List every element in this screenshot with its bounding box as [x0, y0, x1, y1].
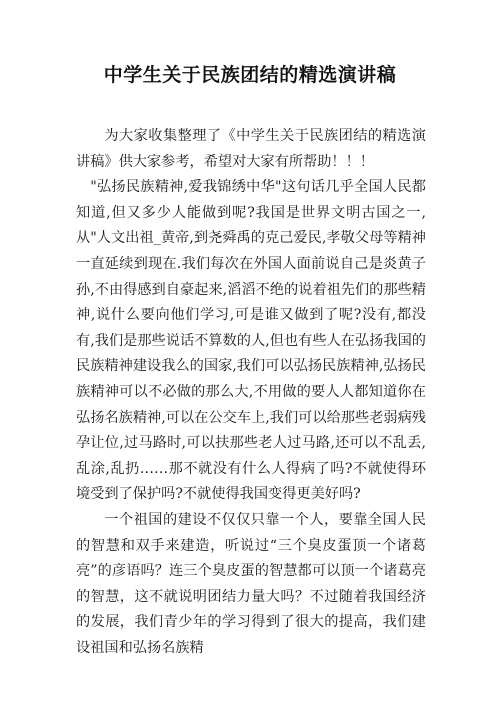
paragraph-national-spirit: "弘扬民族精神,爱我锦绣中华"这句话几乎全国人民都知道,但又多少人能做到呢?我国是世界文明古国之一,从"人文出祖_黄帝,到尧舜禹的克己爱民,孝敬父母等精神一直延续到现在.我们每次在外国人面前说自己是炎黄子孙,不由得感到自豪起来,滔滔不绝的说着祖先们的那些精神,说什么要向他们学习,可是谁又做到了呢?没有,都没有,我们是那些说话不算数的人,但也有些人在弘扬我国的民族精神建设我么的国家,我们可以弘扬民族精神,弘扬民族精神可以不必做的那么大,不用做的要人人都知道你在弘扬名族精神,可以在公交车上,我们可以给那些老弱病残孕让位,过马路时,可以扶那些老人过马路,还可以不乱丢,乱涂,乱扔……那不就没有什么人得病了吗?不就使得环境受到了保护吗?不就使得我国变得更美好吗? [76, 179, 426, 503]
paragraph-intro: 为大家收集整理了《中学生关于民族团结的精选演讲稿》供大家参考，希望对大家有所帮助！！！ [76, 128, 426, 170]
paragraph-unity: 一个祖国的建设不仅仅只靠一个人，要靠全国人民的智慧和双手来建造，听说过“三个臭皮蛋顶一个诸葛亮”的彦语吗？连三个臭皮蛋的智慧都可以顶一个诸葛亮的智慧，这不就说明团结力量大吗？不过随着我国经济的发展，我们青少年的学习得到了很大的提高，我们建设祖国和弘扬名族精 [76, 511, 426, 656]
document-body [76, 124, 426, 661]
document-title: 中学生关于民族团结的精选演讲稿 [103, 64, 397, 86]
